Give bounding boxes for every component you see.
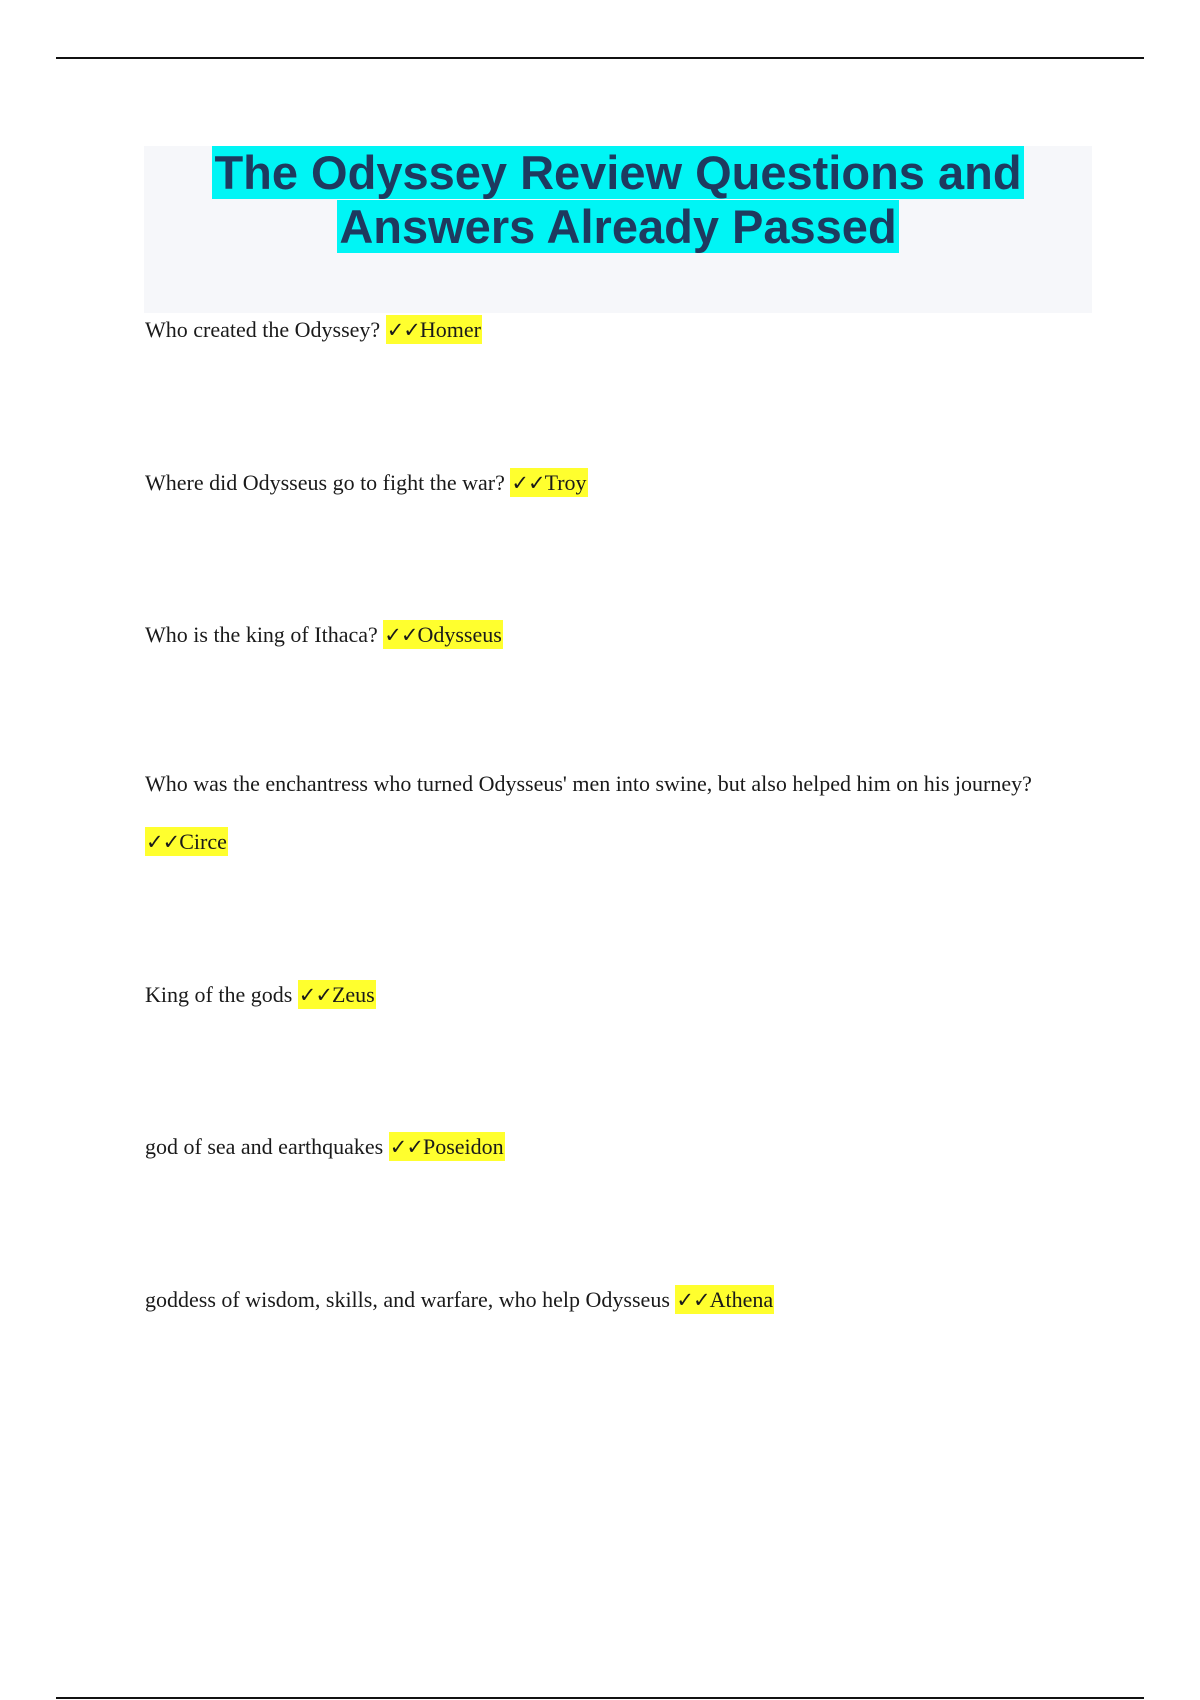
title-panel xyxy=(144,146,1092,313)
answer-highlight xyxy=(145,827,228,856)
check-icon: ✓✓ xyxy=(676,1288,710,1312)
qa-item xyxy=(145,301,1045,359)
answer-text: Circe xyxy=(179,829,227,854)
question-text: god of sea and earthquakes xyxy=(145,1134,389,1159)
question-text: Where did Odysseus go to fight the war? xyxy=(145,470,511,495)
answer-highlight xyxy=(298,980,376,1009)
answer-text: Homer xyxy=(419,317,481,342)
title-line-1 xyxy=(144,146,1092,200)
qa-item xyxy=(145,454,1045,512)
answer-text: Troy xyxy=(544,470,587,495)
check-icon: ✓✓ xyxy=(389,1135,423,1159)
qa-item xyxy=(145,755,1045,871)
question-text: King of the gods xyxy=(145,982,298,1007)
footer-rule xyxy=(56,1697,1144,1699)
qa-item xyxy=(145,606,1045,664)
question-text: goddess of wisdom, skills, and warfare, who help Odysseus xyxy=(145,1287,676,1312)
check-icon: ✓✓ xyxy=(146,830,180,854)
question-text: Who is the king of Ithaca? xyxy=(145,622,384,647)
question-text: Who created the Odyssey? xyxy=(145,317,386,342)
answer-highlight xyxy=(675,1285,774,1314)
title-line-2 xyxy=(144,200,1092,254)
title-line-2-text: Answers Already Passed xyxy=(339,200,897,253)
answer-highlight xyxy=(386,315,482,344)
qa-item xyxy=(145,1118,1045,1176)
check-icon: ✓✓ xyxy=(511,471,545,495)
qa-item xyxy=(145,1271,1045,1329)
check-icon: ✓✓ xyxy=(298,983,332,1007)
answer-highlight xyxy=(510,468,587,497)
question-text: Who was the enchantress who turned Odysseus' men into swine, but also helped him on his journey? xyxy=(145,771,1032,796)
qa-item xyxy=(145,966,1045,1024)
header-rule xyxy=(56,57,1144,59)
answer-text: Odysseus xyxy=(417,622,502,647)
check-icon: ✓✓ xyxy=(384,623,418,647)
title-line-1-text: The Odyssey Review Questions and xyxy=(214,146,1022,199)
check-icon: ✓✓ xyxy=(386,318,420,342)
answer-text: Poseidon xyxy=(422,1134,504,1159)
document-title xyxy=(144,146,1092,254)
answer-highlight xyxy=(383,620,503,649)
answer-highlight xyxy=(389,1132,505,1161)
answer-text: Zeus xyxy=(331,982,375,1007)
answer-text: Athena xyxy=(709,1287,774,1312)
